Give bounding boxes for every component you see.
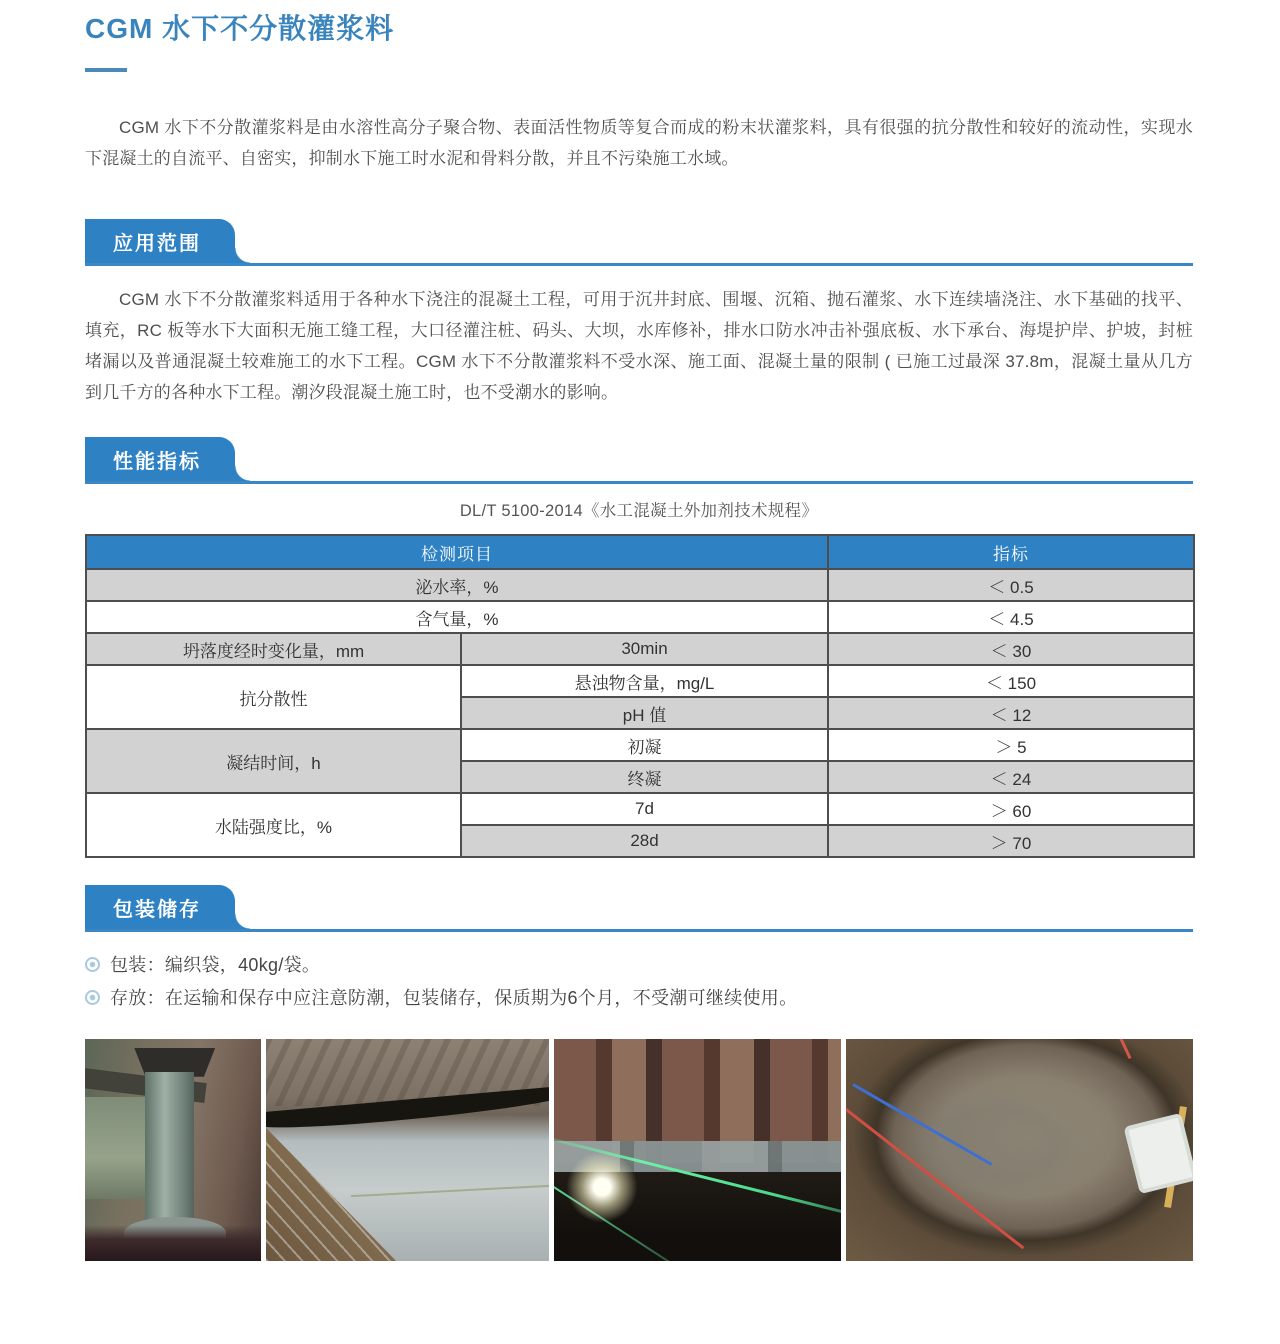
cell-item: 含气量，% xyxy=(86,601,828,633)
cell-sub-item: 30min xyxy=(461,633,828,665)
mud-floor-art xyxy=(895,1083,1103,1205)
title-underline xyxy=(85,68,127,72)
table-row xyxy=(86,569,1194,601)
performance-table xyxy=(85,534,1195,858)
ring-bullet-icon xyxy=(85,957,100,972)
intro-paragraph: CGM 水下不分散灌浆料是由水溶性高分子聚合物、表面活性物质等复合而成的粉末状灌浆料，具有很强的抗分散性和较好的流动性，实现水下混凝土的自流平、自密实，抑制水下施工时水泥和骨料分散，并且不污染施工水域。 xyxy=(85,118,1193,168)
photo-circular-pit-cables xyxy=(846,1039,1193,1261)
column-header-item: 检测项目 xyxy=(86,535,828,569)
cell-value: ＜ 4.5 xyxy=(828,601,1194,633)
white-tray-art xyxy=(1123,1113,1193,1194)
table-header-row xyxy=(86,535,1194,569)
application-paragraph: CGM 水下不分散灌浆料适用于各种水下浇注的混凝土工程，可用于沉井封底、围堰、沉箱、抛石灌浆、水下连续墙浇注、水下基础的找平、填充，RC 板等水下大面积无施工缝工程，大口径灌注桩、码头、大坝，水库修补，排水口防水冲击补强底板、水下承台、海堤护岸、护坡，封桩堵漏以及普通混凝土较难施工的水下工程。CGM 水下不分散灌浆料不受水深、施工面、混凝土量的限制 ( 已施工过最深 37.8m，混凝土量从几方到几千方的各种水下工程。潮汐段混凝土施工时，也不受潮水的影响。 xyxy=(85,290,1193,402)
cell-sub-item: 初凝 xyxy=(461,729,828,761)
packaging-badge: 包装储存 xyxy=(85,885,235,929)
table-row xyxy=(86,729,1194,761)
list-item xyxy=(85,982,1193,1012)
cell-sub-item: 28d xyxy=(461,825,828,857)
cell-group-item: 水陆强度比，% xyxy=(86,793,461,857)
cell-item: 坍落度经时变化量，mm xyxy=(86,633,461,665)
table-row xyxy=(86,665,1194,697)
photo-pier-column-over-water xyxy=(85,1039,261,1261)
cell-sub-item: 7d xyxy=(461,793,828,825)
bullet-text: 存放：在运输和保存中应注意防潮，包装储存，保质期为6个月，不受潮可继续使用。 xyxy=(110,988,798,1008)
table-row xyxy=(86,793,1194,825)
cell-value: ＜ 30 xyxy=(828,633,1194,665)
cell-group-item: 凝结时间，h xyxy=(86,729,461,793)
ring-bullet-icon xyxy=(85,990,100,1005)
shadow-art xyxy=(85,1225,261,1261)
performance-badge: 性能指标 xyxy=(85,437,235,481)
work-light-art xyxy=(565,1150,639,1224)
table-row xyxy=(86,633,1194,665)
red-cable-art xyxy=(1041,1039,1132,1059)
photo-strip xyxy=(85,1039,1193,1261)
cell-value: ＜ 24 xyxy=(828,761,1194,793)
section-header-performance xyxy=(85,437,1193,484)
standard-reference: DL/T 5100-2014《水工混凝土外加剂技术规程》 xyxy=(459,502,819,520)
section-header-application xyxy=(85,219,1193,266)
cell-sub-item: 终凝 xyxy=(461,761,828,793)
section-header-packaging xyxy=(85,885,1193,932)
page-title: CGM 水下不分散灌浆料 xyxy=(85,13,395,44)
collar-seam-art xyxy=(351,1185,549,1197)
cell-item: 泌水率，% xyxy=(86,569,828,601)
cell-group-item: 抗分散性 xyxy=(86,665,461,729)
cell-sub-item: 悬浊物含量，mg/L xyxy=(461,665,828,697)
table-row xyxy=(86,601,1194,633)
cell-value: ＜ 0.5 xyxy=(828,569,1194,601)
cell-value: ＞ 70 xyxy=(828,825,1194,857)
packaging-bullets xyxy=(85,949,1193,1012)
cell-value: ＜ 150 xyxy=(828,665,1194,697)
cell-sub-item: pH 值 xyxy=(461,697,828,729)
cell-value: ＞ 5 xyxy=(828,729,1194,761)
bullet-text: 包装：编织袋，40kg/袋。 xyxy=(110,955,321,975)
photo-pier-collar-closeup xyxy=(266,1039,549,1261)
photo-night-piers-green-laser xyxy=(554,1039,841,1261)
column-header-index: 指标 xyxy=(828,535,1194,569)
cell-value: ＜ 12 xyxy=(828,697,1194,729)
application-badge: 应用范围 xyxy=(85,219,235,263)
cell-value: ＞ 60 xyxy=(828,793,1194,825)
list-item xyxy=(85,949,1193,979)
